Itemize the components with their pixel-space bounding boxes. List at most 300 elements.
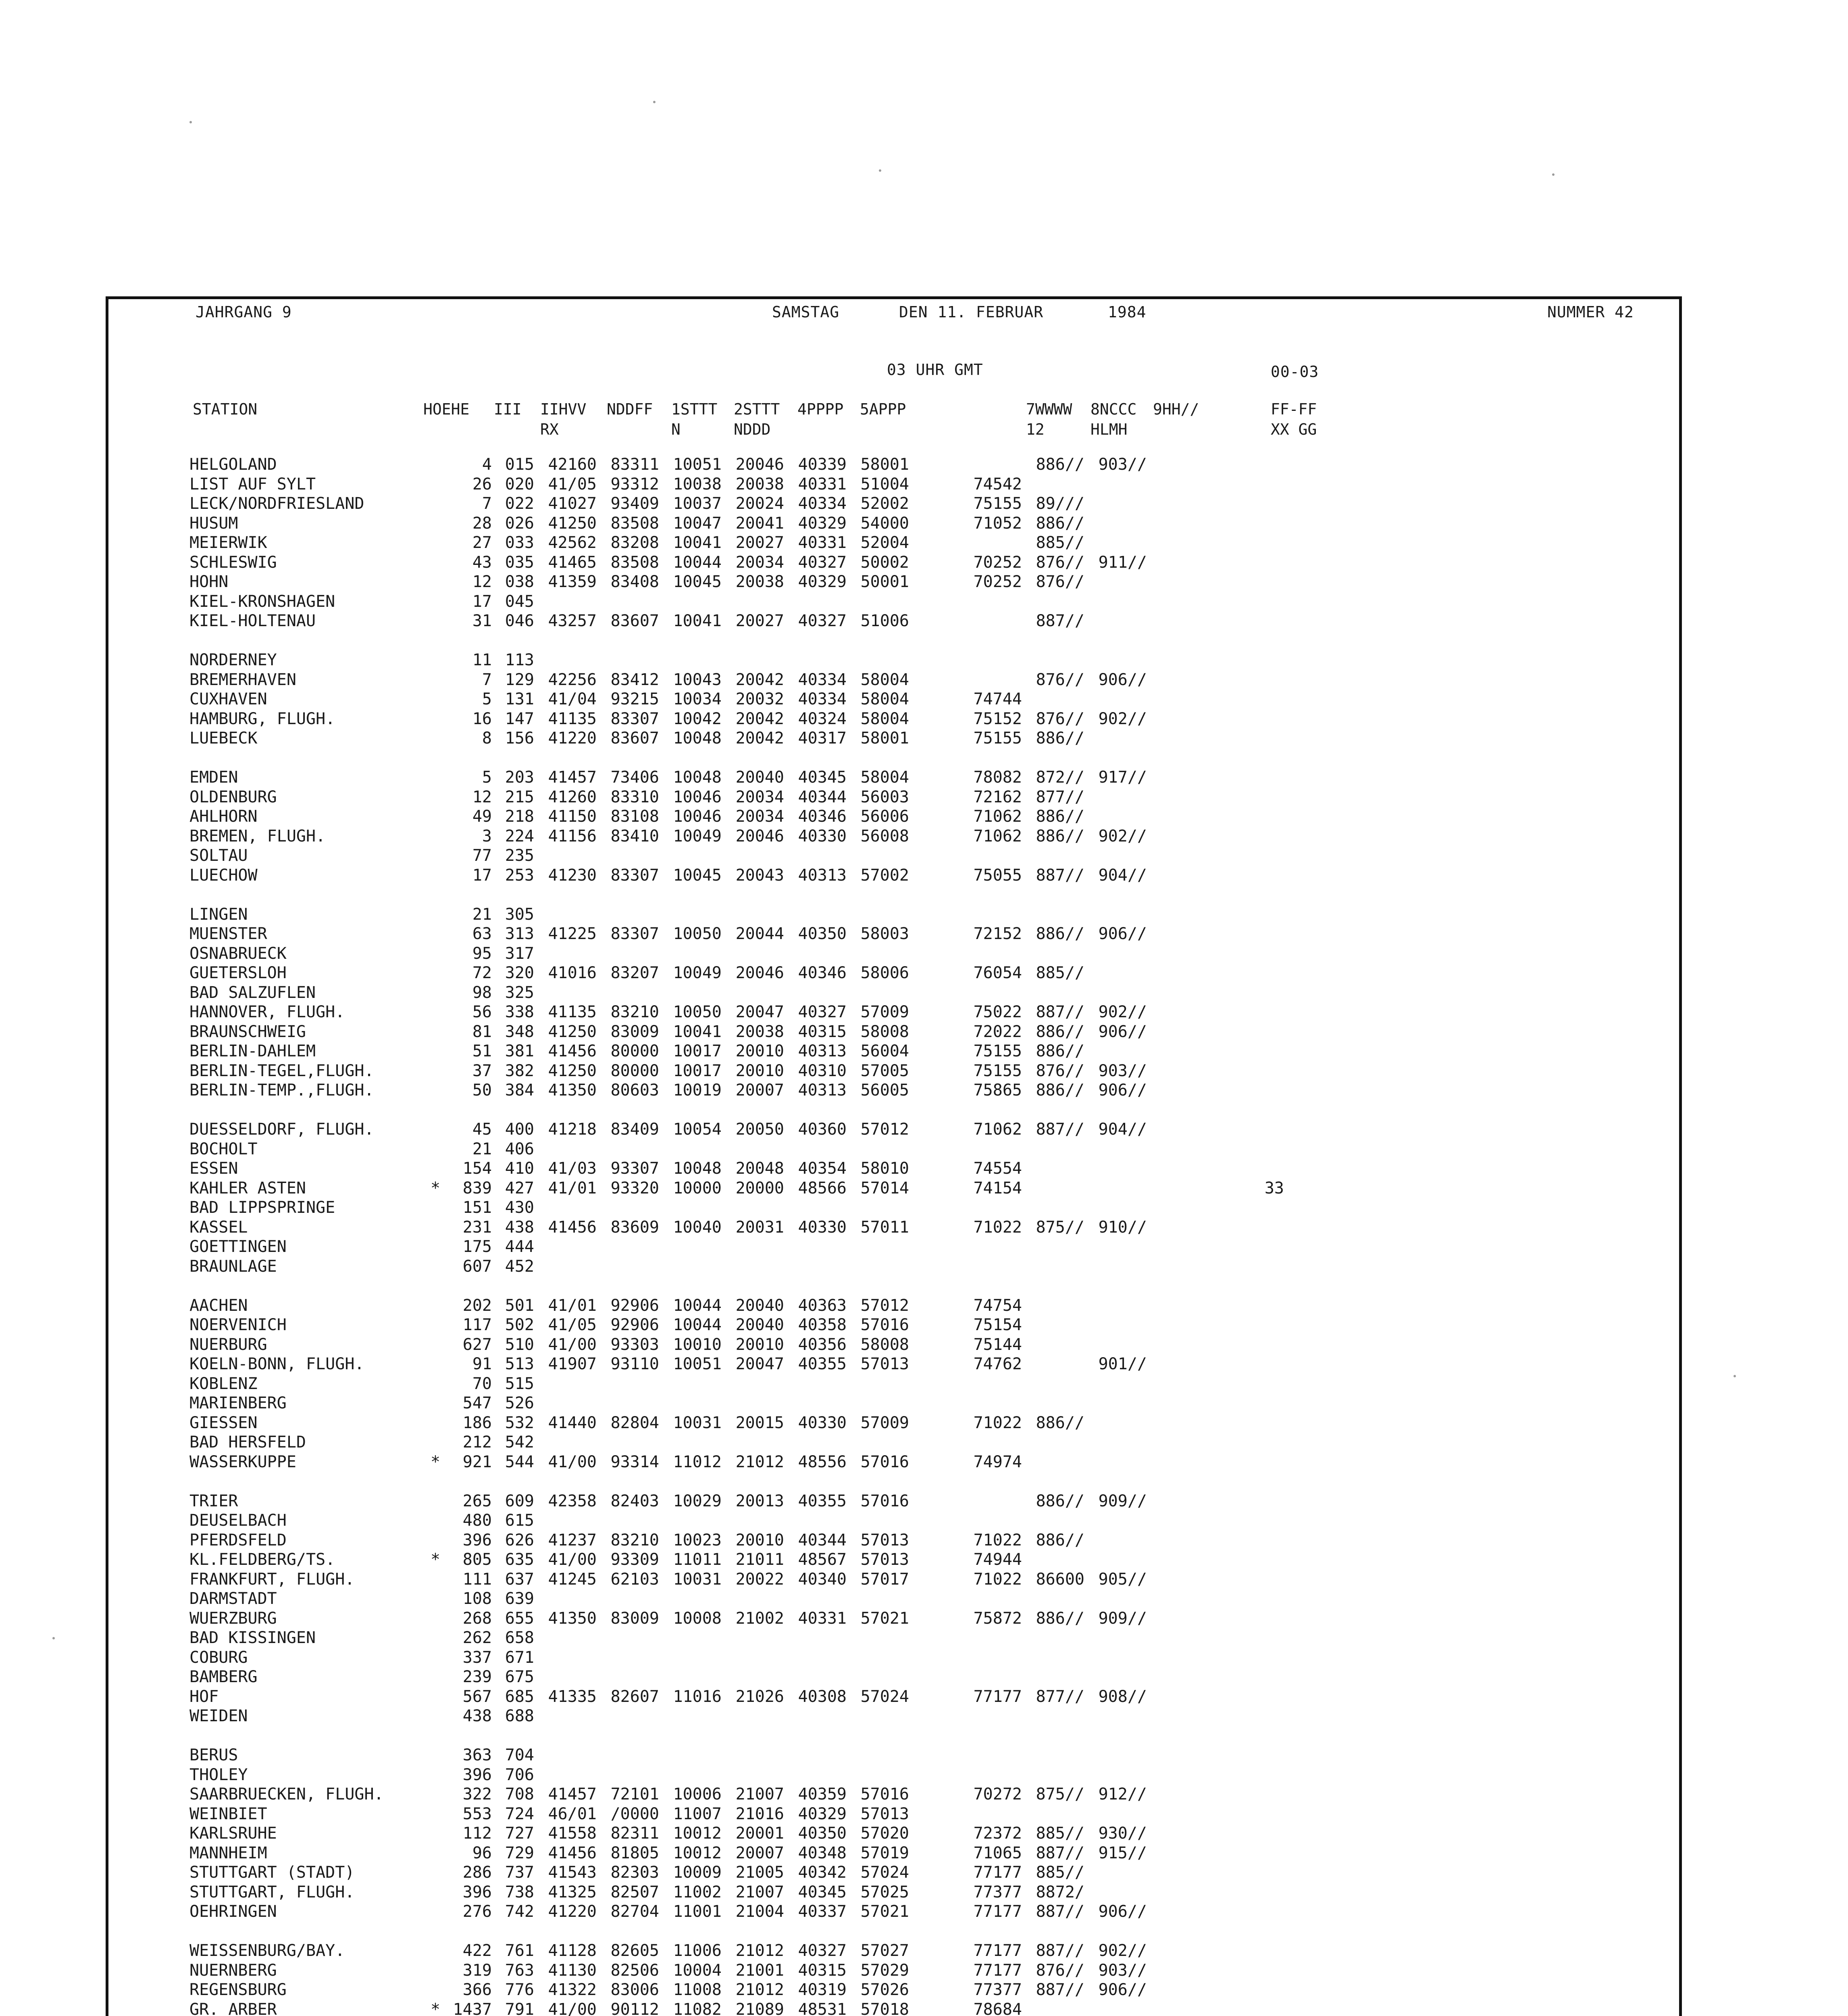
elevation: 27 (472, 533, 492, 552)
elevation: 276 (462, 1902, 492, 1921)
group-8nccc (1022, 650, 1084, 670)
group-1sttt: 10031 (673, 1570, 722, 1589)
table-row (189, 944, 1284, 964)
group-spacer (189, 1726, 1284, 1746)
group-nddff (597, 1648, 659, 1668)
elevation: 50 (472, 1081, 492, 1100)
group-iihvv: 41322 (548, 1981, 597, 1999)
group-2sttt (722, 1393, 784, 1413)
group-nddff (597, 1511, 659, 1531)
date-label: DEN 11. FEBRUAR (899, 303, 1044, 321)
col-ffff (1271, 399, 1317, 439)
elevation: 839 (462, 1179, 492, 1198)
group-5appp (847, 1198, 909, 1218)
group-1sttt: 10047 (673, 514, 722, 533)
group-5appp: 57002 (860, 866, 909, 885)
elevation: 72 (472, 964, 492, 982)
group-4pppp (784, 1198, 847, 1218)
table-row (189, 768, 1284, 787)
group-iihvv: 41027 (548, 494, 597, 513)
group-8nccc: 886// (1036, 455, 1084, 474)
group-nddff: 83408 (610, 573, 659, 591)
group-4pppp: 40308 (798, 1687, 847, 1706)
station-index: 675 (505, 1668, 534, 1686)
station-name: DARMSTADT (189, 1589, 277, 1608)
group-iihvv (534, 944, 597, 964)
group-2sttt: 20024 (735, 494, 784, 513)
group-8nccc (1022, 1511, 1084, 1531)
group-iihvv: 41543 (548, 1863, 597, 1882)
station-index: 035 (505, 553, 534, 572)
elevation: 366 (462, 1981, 492, 1999)
mountain-marker: * (430, 1452, 441, 1471)
group-1sttt: 10050 (673, 925, 722, 943)
elevation: 438 (462, 1707, 492, 1725)
group-5appp: 57009 (860, 1003, 909, 1021)
group-9hh (1084, 1159, 1147, 1179)
station-index: 761 (505, 1941, 534, 1960)
elevation: 108 (462, 1589, 492, 1608)
group-8nccc (1022, 1198, 1084, 1218)
group-5appp: 58001 (860, 455, 909, 474)
mountain-marker (423, 944, 447, 964)
table-row (189, 1961, 1284, 1981)
group-7wwww: 78082 (973, 768, 1022, 787)
group-4pppp (784, 650, 847, 670)
group-ffff (1147, 905, 1284, 925)
group-nddff: 93309 (610, 1550, 659, 1569)
group-2sttt: 20038 (735, 573, 784, 591)
group-nddff (597, 1139, 659, 1159)
station-name: BAD KISSINGEN (189, 1629, 316, 1647)
group-iihvv: 41250 (548, 1022, 597, 1041)
table-row (189, 1609, 1284, 1629)
group-5appp: 57021 (860, 1902, 909, 1921)
station-index: 406 (505, 1139, 534, 1158)
elevation: 422 (462, 1941, 492, 1960)
mountain-marker (423, 1902, 447, 1922)
elevation: 607 (462, 1257, 492, 1276)
group-5appp (847, 1667, 909, 1687)
group-1sttt: 10038 (673, 475, 722, 494)
group-iihvv (534, 1237, 597, 1257)
group-nddff: 83006 (610, 1981, 659, 1999)
group-4pppp: 48531 (798, 2000, 847, 2016)
group-7wwww (909, 1765, 1022, 1785)
station-index: 430 (505, 1198, 534, 1217)
group-8nccc (1022, 905, 1084, 925)
group-9hh (1084, 1335, 1147, 1355)
table-row (189, 1335, 1284, 1355)
group-7wwww: 71062 (973, 1120, 1022, 1139)
group-1sttt (659, 1433, 722, 1452)
group-8nccc: 885// (1036, 533, 1084, 552)
station-name: KL.FELDBERG/TS. (189, 1550, 335, 1569)
group-4pppp: 40329 (798, 514, 847, 533)
group-8nccc (1022, 983, 1084, 1003)
group-8nccc (1022, 689, 1084, 709)
group-5appp: 56004 (860, 1042, 909, 1060)
group-7wwww: 77177 (973, 1941, 1022, 1960)
group-7wwww (909, 1511, 1022, 1531)
group-7wwww (909, 1237, 1022, 1257)
group-spacer (189, 1276, 1284, 1296)
group-iihvv: 41/00 (548, 1550, 597, 1569)
station-index: 427 (505, 1179, 534, 1198)
group-2sttt (722, 1765, 784, 1785)
group-5appp (847, 1589, 909, 1609)
mountain-marker (423, 729, 447, 748)
group-iihvv: 41325 (548, 1883, 597, 1901)
mountain-marker (423, 1413, 447, 1433)
table-row (189, 1413, 1284, 1433)
group-5appp (847, 846, 909, 866)
group-4pppp: 40330 (798, 827, 847, 846)
group-2sttt (722, 944, 784, 964)
table-row (189, 1824, 1284, 1843)
group-ffff (1147, 1002, 1284, 1022)
group-ffff (1147, 1863, 1284, 1883)
table-row (189, 1022, 1284, 1042)
group-9hh: 908// (1098, 1687, 1147, 1706)
elevation: 265 (462, 1491, 492, 1510)
station-name: BERLIN-TEMP.,FLUGH. (189, 1081, 374, 1100)
group-1sttt: 10000 (673, 1179, 722, 1198)
group-1sttt (659, 1374, 722, 1394)
station-name: THOLEY (189, 1765, 248, 1784)
station-index: 544 (505, 1452, 534, 1471)
table-row (189, 827, 1284, 846)
group-5appp: 51006 (860, 612, 909, 630)
group-9hh (1084, 1628, 1147, 1648)
group-1sttt: 10031 (673, 1413, 722, 1432)
group-nddff: 83409 (610, 1120, 659, 1139)
issue-number: NUMMER 42 (1547, 303, 1634, 321)
group-9hh (1084, 787, 1147, 807)
elevation: 12 (472, 787, 492, 806)
group-7wwww: 71062 (973, 827, 1022, 846)
group-8nccc: 86600 (1036, 1570, 1084, 1589)
group-2sttt (722, 1237, 784, 1257)
elevation: 117 (462, 1316, 492, 1334)
elevation: 26 (472, 475, 492, 494)
station-name: NORDERNEY (189, 651, 277, 669)
station-index: 452 (505, 1257, 534, 1276)
group-4pppp: 40327 (798, 1941, 847, 1960)
group-9hh (1084, 1041, 1147, 1061)
group-9hh: 904// (1098, 1120, 1147, 1139)
table-row (189, 963, 1284, 983)
station-name: LECK/NORDFRIESLAND (189, 494, 364, 513)
group-7wwww: 74744 (973, 690, 1022, 708)
group-1sttt: 11012 (673, 1452, 722, 1471)
group-7wwww (909, 1433, 1022, 1452)
group-7wwww: 74542 (973, 475, 1022, 494)
group-7wwww: 72022 (973, 1022, 1022, 1041)
group-iihvv: 41/03 (548, 1159, 597, 1178)
group-9hh: 909// (1098, 1609, 1147, 1628)
group-ffff (1147, 689, 1284, 709)
group-5appp (847, 1745, 909, 1765)
group-9hh: 902// (1098, 1003, 1147, 1021)
station-name: GOETTINGEN (189, 1237, 287, 1256)
mountain-marker (423, 768, 447, 787)
group-9hh (1084, 983, 1147, 1003)
group-8nccc: 876// (1036, 709, 1084, 728)
group-8nccc (1022, 1589, 1084, 1609)
station-name: DUESSELDORF, FLUGH. (189, 1120, 374, 1139)
elevation: 81 (472, 1022, 492, 1041)
group-iihvv (534, 1667, 597, 1687)
group-8nccc (1022, 1804, 1084, 1824)
group-2sttt: 20046 (735, 827, 784, 846)
group-5appp (847, 1374, 909, 1394)
group-1sttt: 10041 (673, 533, 722, 552)
group-1sttt (659, 1393, 722, 1413)
mountain-marker (423, 1706, 447, 1726)
group-8nccc (1022, 1628, 1084, 1648)
group-4pppp: 40313 (798, 1081, 847, 1100)
group-7wwww (909, 1804, 1022, 1824)
group-8nccc: 8872/ (1036, 1883, 1084, 1901)
group-2sttt: 20034 (735, 807, 784, 826)
group-iihvv: 43257 (548, 612, 597, 630)
table-row (189, 1804, 1284, 1824)
group-2sttt: 20010 (735, 1531, 784, 1549)
group-ffff (1147, 1706, 1284, 1726)
group-nddff: 83508 (610, 514, 659, 533)
table-row (189, 455, 1284, 475)
group-9hh: 910// (1098, 1218, 1147, 1237)
group-nddff: 83307 (610, 866, 659, 885)
table-row (189, 1491, 1284, 1511)
group-ffff (1147, 1589, 1284, 1609)
group-9hh: 906// (1098, 1981, 1147, 1999)
group-1sttt: 10019 (673, 1081, 722, 1100)
group-1sttt: 10040 (673, 1218, 722, 1237)
group-4pppp: 40348 (798, 1843, 847, 1862)
group-2sttt: 21007 (735, 1785, 784, 1804)
group-4pppp: 40360 (798, 1120, 847, 1139)
group-nddff: 93320 (610, 1179, 659, 1198)
group-nddff: 83009 (610, 1609, 659, 1628)
station-name: BRAUNLAGE (189, 1257, 277, 1276)
mountain-marker (423, 1041, 447, 1061)
group-nddff (597, 1374, 659, 1394)
group-4pppp: 40313 (798, 866, 847, 885)
group-ffff (1147, 983, 1284, 1003)
table-row (189, 924, 1284, 944)
group-5appp: 57017 (860, 1570, 909, 1589)
group-8nccc: 886// (1036, 514, 1084, 533)
group-1sttt: 10046 (673, 807, 722, 826)
group-1sttt (659, 905, 722, 925)
elevation: 28 (472, 514, 492, 533)
group-9hh: 915// (1098, 1843, 1147, 1862)
station-name: HANNOVER, FLUGH. (189, 1003, 345, 1021)
group-9hh (1084, 1531, 1147, 1550)
group-7wwww: 75144 (973, 1335, 1022, 1354)
station-name: AHLHORN (189, 807, 258, 826)
station-index: 235 (505, 846, 534, 865)
group-ffff (1147, 1237, 1284, 1257)
group-nddff: 73406 (610, 768, 659, 787)
group-2sttt: 20001 (735, 1824, 784, 1843)
elevation: 239 (462, 1668, 492, 1686)
group-nddff (597, 650, 659, 670)
group-1sttt (659, 1257, 722, 1277)
table-row (189, 650, 1284, 670)
group-4pppp: 40310 (798, 1061, 847, 1080)
station-name: KIEL-HOLTENAU (189, 612, 316, 630)
group-iihvv: 41237 (548, 1531, 597, 1549)
station-index: 438 (505, 1218, 534, 1237)
elevation: 31 (472, 612, 492, 630)
group-7wwww: 71022 (973, 1570, 1022, 1589)
group-nddff: 83108 (610, 807, 659, 826)
elevation: 319 (462, 1961, 492, 1980)
group-5appp (847, 1628, 909, 1648)
group-7wwww: 71022 (973, 1218, 1022, 1237)
station-name: KARLSRUHE (189, 1824, 277, 1843)
group-1sttt: 10017 (673, 1061, 722, 1080)
group-ffff (1147, 1041, 1284, 1061)
station-name: WEINBIET (189, 1804, 267, 1823)
group-5appp: 51004 (860, 475, 909, 494)
group-8nccc: 876// (1036, 1061, 1084, 1080)
group-9hh: 902// (1098, 1941, 1147, 1960)
station-index: 020 (505, 475, 534, 494)
table-row (189, 1863, 1284, 1883)
mountain-marker (423, 1628, 447, 1648)
group-ffff (1147, 1315, 1284, 1335)
station-index: 639 (505, 1589, 534, 1608)
group-4pppp: 48567 (798, 1550, 847, 1569)
group-7wwww: 71022 (973, 1531, 1022, 1549)
group-5appp: 58010 (860, 1159, 909, 1178)
group-5appp: 57013 (860, 1550, 909, 1569)
group-5appp (847, 1706, 909, 1726)
group-2sttt: 20046 (735, 455, 784, 474)
group-ffff (1147, 1745, 1284, 1765)
group-4pppp (784, 592, 847, 612)
group-1sttt: 11011 (673, 1550, 722, 1569)
group-2sttt: 20010 (735, 1335, 784, 1354)
table-row (189, 1980, 1284, 2000)
group-2sttt: 21011 (735, 1550, 784, 1569)
elevation: 921 (462, 1452, 492, 1471)
station-name: BREMERHAVEN (189, 670, 296, 689)
group-ffff (1147, 807, 1284, 827)
group-9hh (1084, 592, 1147, 612)
elevation: 151 (462, 1198, 492, 1217)
group-ffff (1147, 1393, 1284, 1413)
station-index: 320 (505, 964, 534, 982)
group-7wwww: 70252 (973, 573, 1022, 591)
group-1sttt (659, 1198, 722, 1218)
elevation: 805 (462, 1550, 492, 1569)
group-5appp: 57009 (860, 1413, 909, 1432)
group-8nccc: 886// (1036, 1491, 1084, 1510)
station-index: 532 (505, 1413, 534, 1432)
col-7wwww-sub: 12 (1026, 421, 1045, 438)
group-2sttt: 21001 (735, 1961, 784, 1980)
group-4pppp: 40355 (798, 1355, 847, 1373)
group-7wwww (909, 1374, 1022, 1394)
group-nddff: 72101 (610, 1785, 659, 1804)
elevation: 95 (472, 944, 492, 963)
col-2sttt (734, 399, 780, 439)
group-ffff (1147, 1687, 1284, 1707)
station-name: BREMEN, FLUGH. (189, 827, 326, 846)
group-iihvv (534, 1628, 597, 1648)
group-iihvv: 41245 (548, 1570, 597, 1589)
group-iihvv: 41130 (548, 1961, 597, 1980)
elevation: 49 (472, 807, 492, 826)
group-7wwww: 71065 (973, 1843, 1022, 1862)
group-8nccc (1022, 1315, 1084, 1335)
group-nddff (597, 1198, 659, 1218)
station-index: 325 (505, 983, 534, 1002)
group-1sttt: 10004 (673, 1961, 722, 1980)
station-index: 724 (505, 1804, 534, 1823)
table-row (189, 1941, 1284, 1961)
group-7wwww (909, 1745, 1022, 1765)
station-name: NOERVENICH (189, 1316, 287, 1334)
group-2sttt: 20047 (735, 1003, 784, 1021)
group-9hh (1084, 1296, 1147, 1316)
group-iihvv: 42562 (548, 533, 597, 552)
group-ffff (1147, 1139, 1284, 1159)
group-5appp: 54000 (860, 514, 909, 533)
group-spacer (189, 1922, 1284, 1941)
station-index: 313 (505, 925, 534, 943)
station-name: HOHN (189, 573, 229, 591)
group-nddff: 83210 (610, 1531, 659, 1549)
station-name: PFERDSFELD (189, 1531, 287, 1549)
group-iihvv: 41/01 (548, 1296, 597, 1315)
mountain-marker (423, 553, 447, 573)
group-2sttt: 20040 (735, 768, 784, 787)
group-8nccc: 886// (1036, 1022, 1084, 1041)
group-9hh (1084, 846, 1147, 866)
group-4pppp: 48556 (798, 1452, 847, 1471)
station-index: 015 (505, 455, 534, 474)
station-index: 224 (505, 827, 534, 846)
group-9hh (1084, 1883, 1147, 1902)
group-4pppp: 40355 (798, 1491, 847, 1510)
group-5appp (847, 1511, 909, 1531)
group-8nccc (1022, 475, 1084, 494)
table-row (189, 866, 1284, 885)
group-8nccc (1022, 1667, 1084, 1687)
station-index: 382 (505, 1061, 534, 1080)
group-5appp: 57020 (860, 1824, 909, 1843)
group-5appp: 58008 (860, 1022, 909, 1041)
mountain-marker (423, 1863, 447, 1883)
group-7wwww: 72152 (973, 925, 1022, 943)
group-9hh (1084, 963, 1147, 983)
group-4pppp: 40334 (798, 494, 847, 513)
group-nddff: 80603 (610, 1081, 659, 1100)
group-2sttt (722, 1667, 784, 1687)
scan-speck (879, 169, 881, 172)
group-1sttt: 10041 (673, 612, 722, 630)
group-4pppp (784, 1589, 847, 1609)
table-row (189, 1667, 1284, 1687)
station-name: LUEBECK (189, 729, 258, 748)
elevation: 112 (462, 1824, 492, 1843)
